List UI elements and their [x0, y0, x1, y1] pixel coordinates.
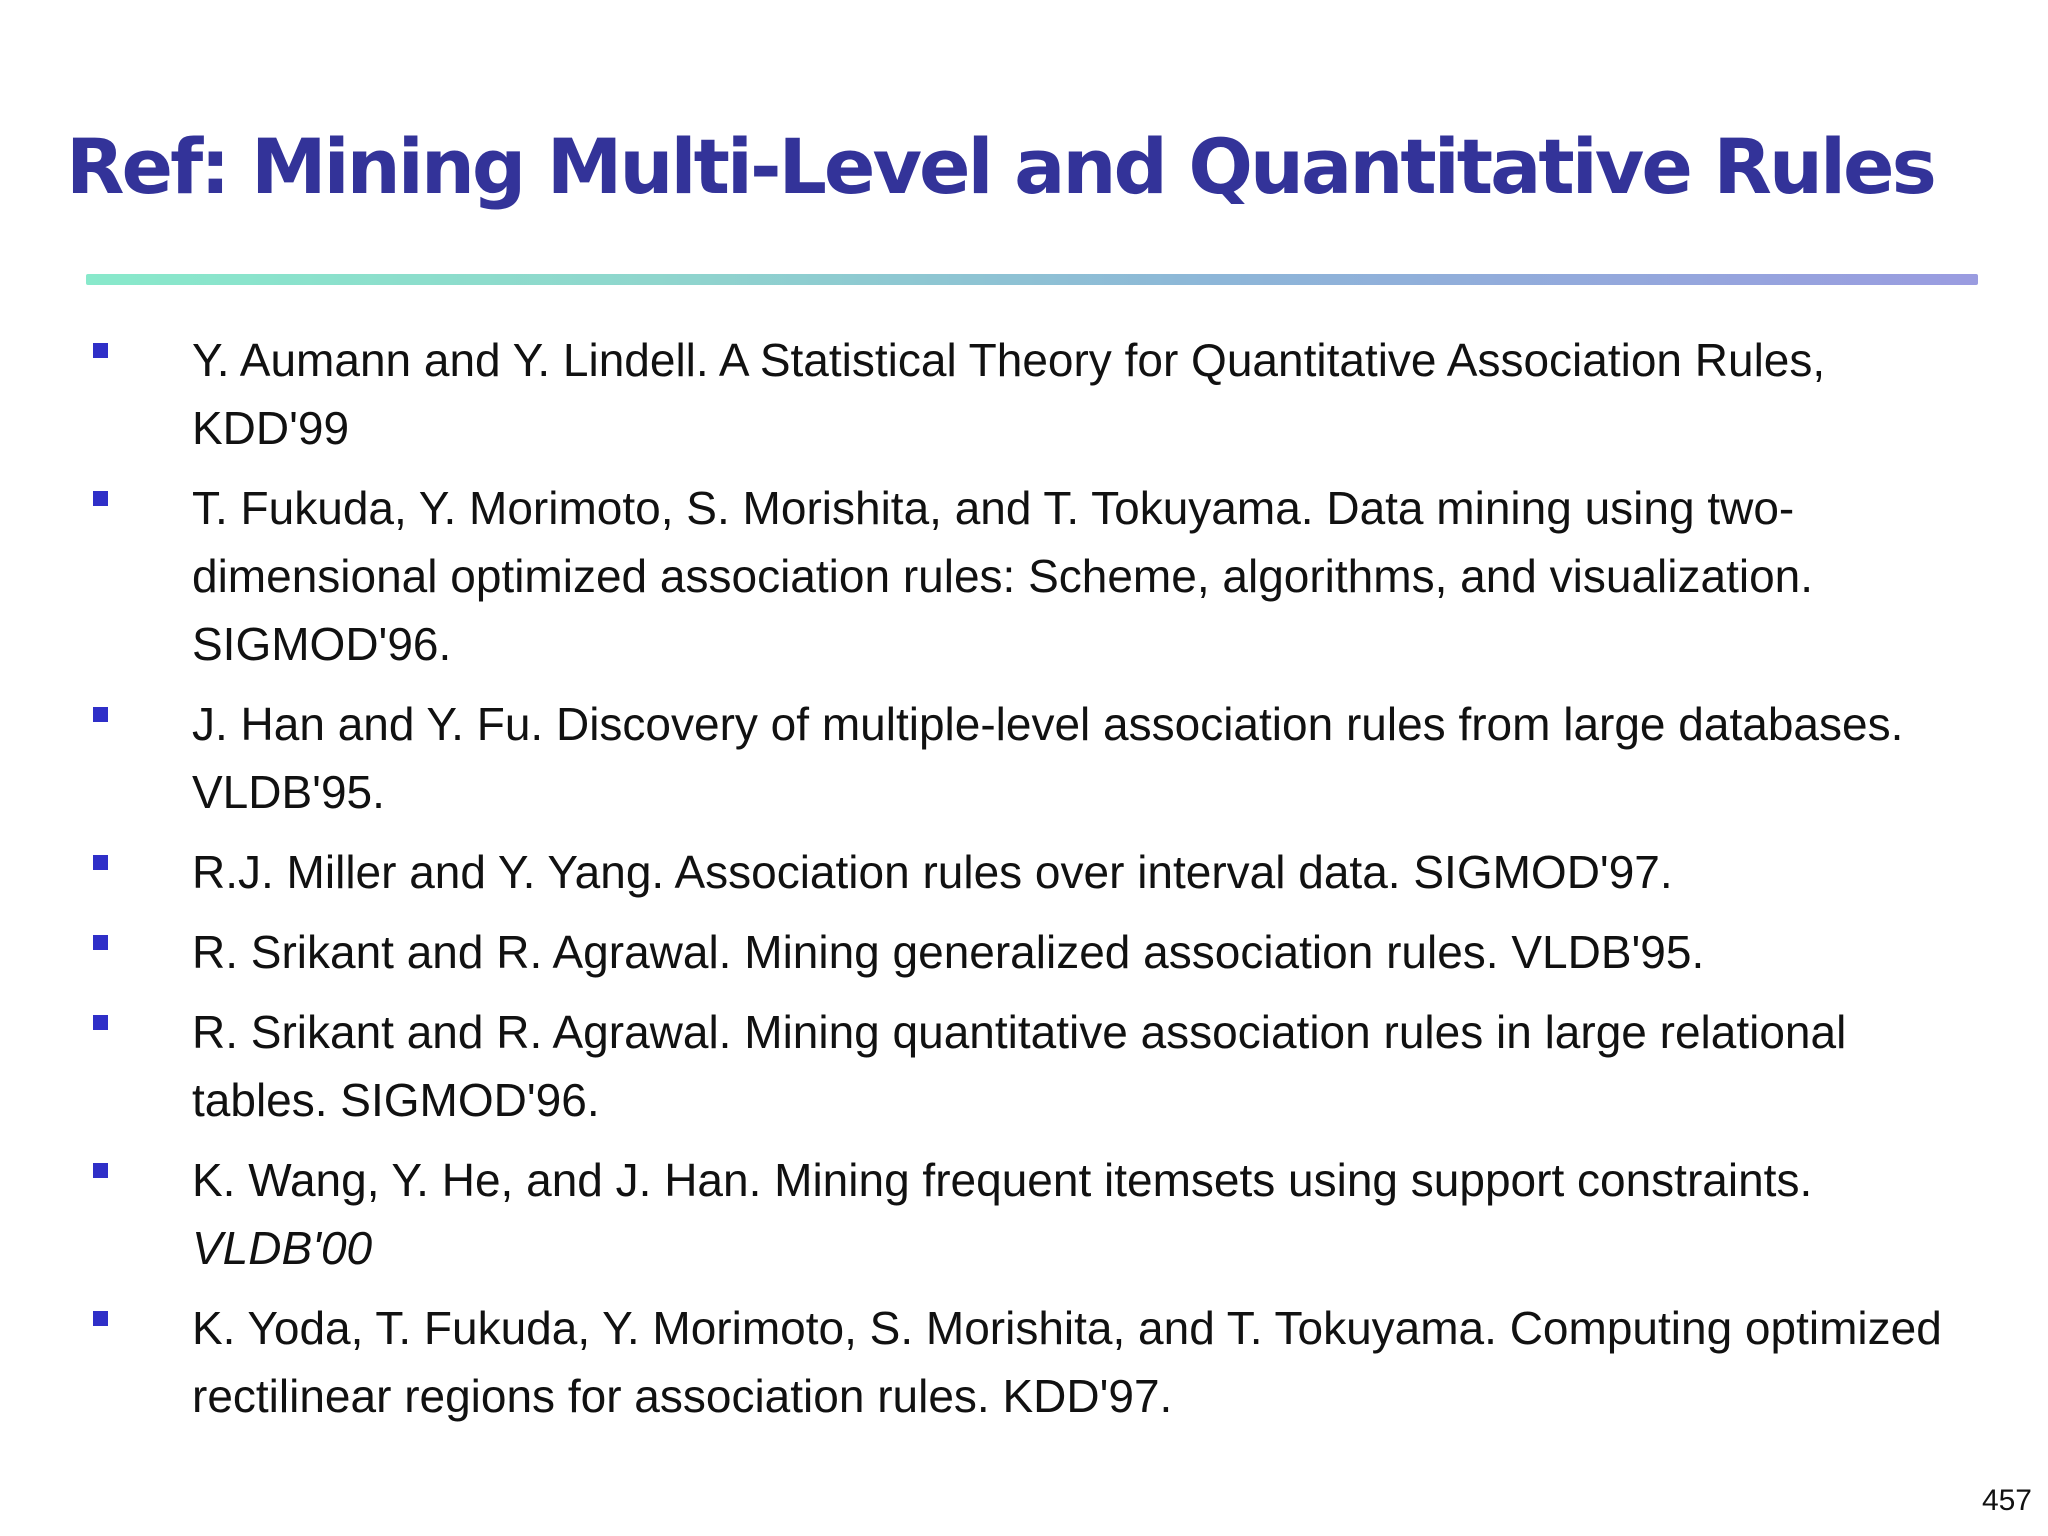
reference-text: K. Yoda, T. Fukuda, Y. Morimoto, S. Morishita, and T. Tokuyama. Computing optimized rectilinear regions for association rules. KDD'97.: [192, 1302, 1942, 1422]
reference-text: T. Fukuda, Y. Morimoto, S. Morishita, and T. Tokuyama. Data mining using two-dimensional optimized association rules: Scheme, algorithms, and visualization. SIGMOD'96.: [192, 482, 1814, 670]
reference-item: [0, 838, 2048, 906]
square-bullet-icon: [93, 1311, 108, 1326]
page-number: 457: [1981, 1484, 2032, 1517]
reference-item: [0, 1294, 2048, 1430]
reference-item: [0, 918, 2048, 986]
square-bullet-icon: [93, 1163, 108, 1178]
reference-item: [0, 474, 2048, 678]
reference-item: [0, 998, 2048, 1134]
square-bullet-icon: [93, 1015, 108, 1030]
square-bullet-icon: [93, 707, 108, 722]
reference-text: Y. Aumann and Y. Lindell. A Statistical Theory for Quantitative Association Rules, KDD'99: [192, 334, 1826, 454]
reference-item: [0, 326, 2048, 462]
square-bullet-icon: [93, 855, 108, 870]
reference-item: [0, 690, 2048, 826]
reference-text: K. Wang, Y. He, and J. Han. Mining frequent itemsets using support constraints.: [192, 1154, 1813, 1206]
reference-text: R. Srikant and R. Agrawal. Mining quantitative association rules in large relational tables. SIGMOD'96.: [192, 1006, 1847, 1126]
square-bullet-icon: [93, 343, 108, 358]
reference-text: R. Srikant and R. Agrawal. Mining generalized association rules. VLDB'95.: [192, 926, 1705, 978]
reference-text: R.J. Miller and Y. Yang. Association rules over interval data. SIGMOD'97.: [192, 846, 1673, 898]
slide-title: Ref: Mining Multi-Level and Quantitative Rules: [66, 122, 1934, 211]
reference-venue-italic: VLDB'00: [192, 1222, 373, 1274]
reference-text: J. Han and Y. Fu. Discovery of multiple-level association rules from large databases. VLDB'95.: [192, 698, 1904, 818]
square-bullet-icon: [93, 935, 108, 950]
square-bullet-icon: [93, 491, 108, 506]
reference-item: [0, 1146, 2048, 1282]
title-divider: [86, 274, 1978, 285]
reference-list: [0, 326, 2048, 1442]
